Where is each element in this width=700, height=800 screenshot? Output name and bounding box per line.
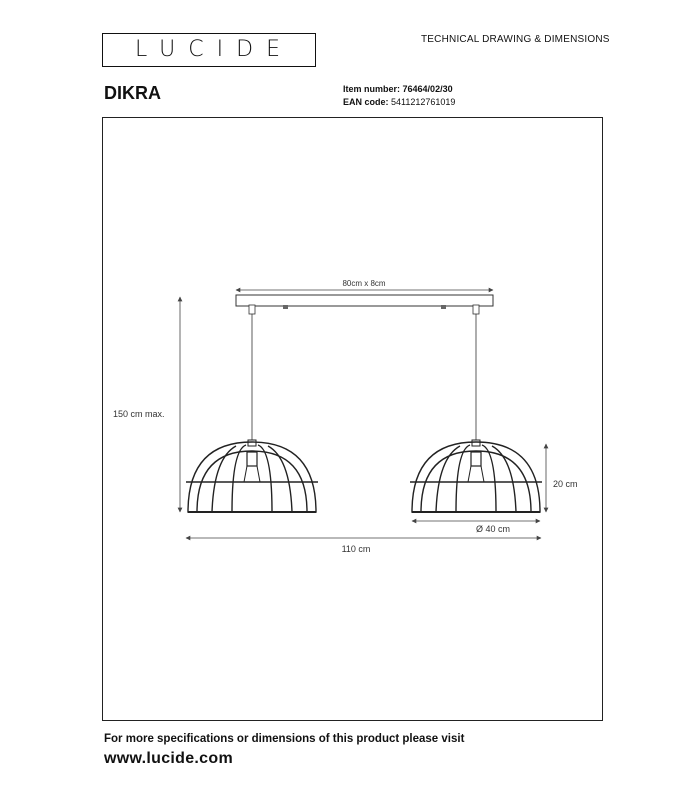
ean-label: EAN code:	[343, 97, 389, 107]
footer-note: For more specifications or dimensions of this product please visit	[104, 733, 465, 745]
shade-height-dimension-label: 20 cm	[553, 479, 578, 489]
ean-value: 5411212761019	[391, 97, 456, 107]
shade-diameter-dimension-label: Ø 40 cm	[476, 524, 511, 534]
document-type: TECHNICAL DRAWING & DIMENSIONS	[421, 34, 610, 45]
right-cage-shade	[410, 440, 542, 512]
canopy-dimension-label: 80cm x 8cm	[342, 279, 386, 288]
left-cage-shade	[186, 440, 318, 512]
total-width-dimension-label: 110 cm	[341, 544, 371, 554]
item-number-value: 76464/02/30	[402, 84, 453, 94]
height-dimension-label: 150 cm max.	[113, 409, 165, 419]
ceiling-canopy	[236, 295, 493, 314]
website-link[interactable]: www.lucide.com	[104, 750, 233, 767]
brand-logo-text: LUCIDE	[135, 37, 293, 62]
item-number-label: Item number:	[343, 84, 401, 94]
product-name: DIKRA	[104, 83, 161, 103]
